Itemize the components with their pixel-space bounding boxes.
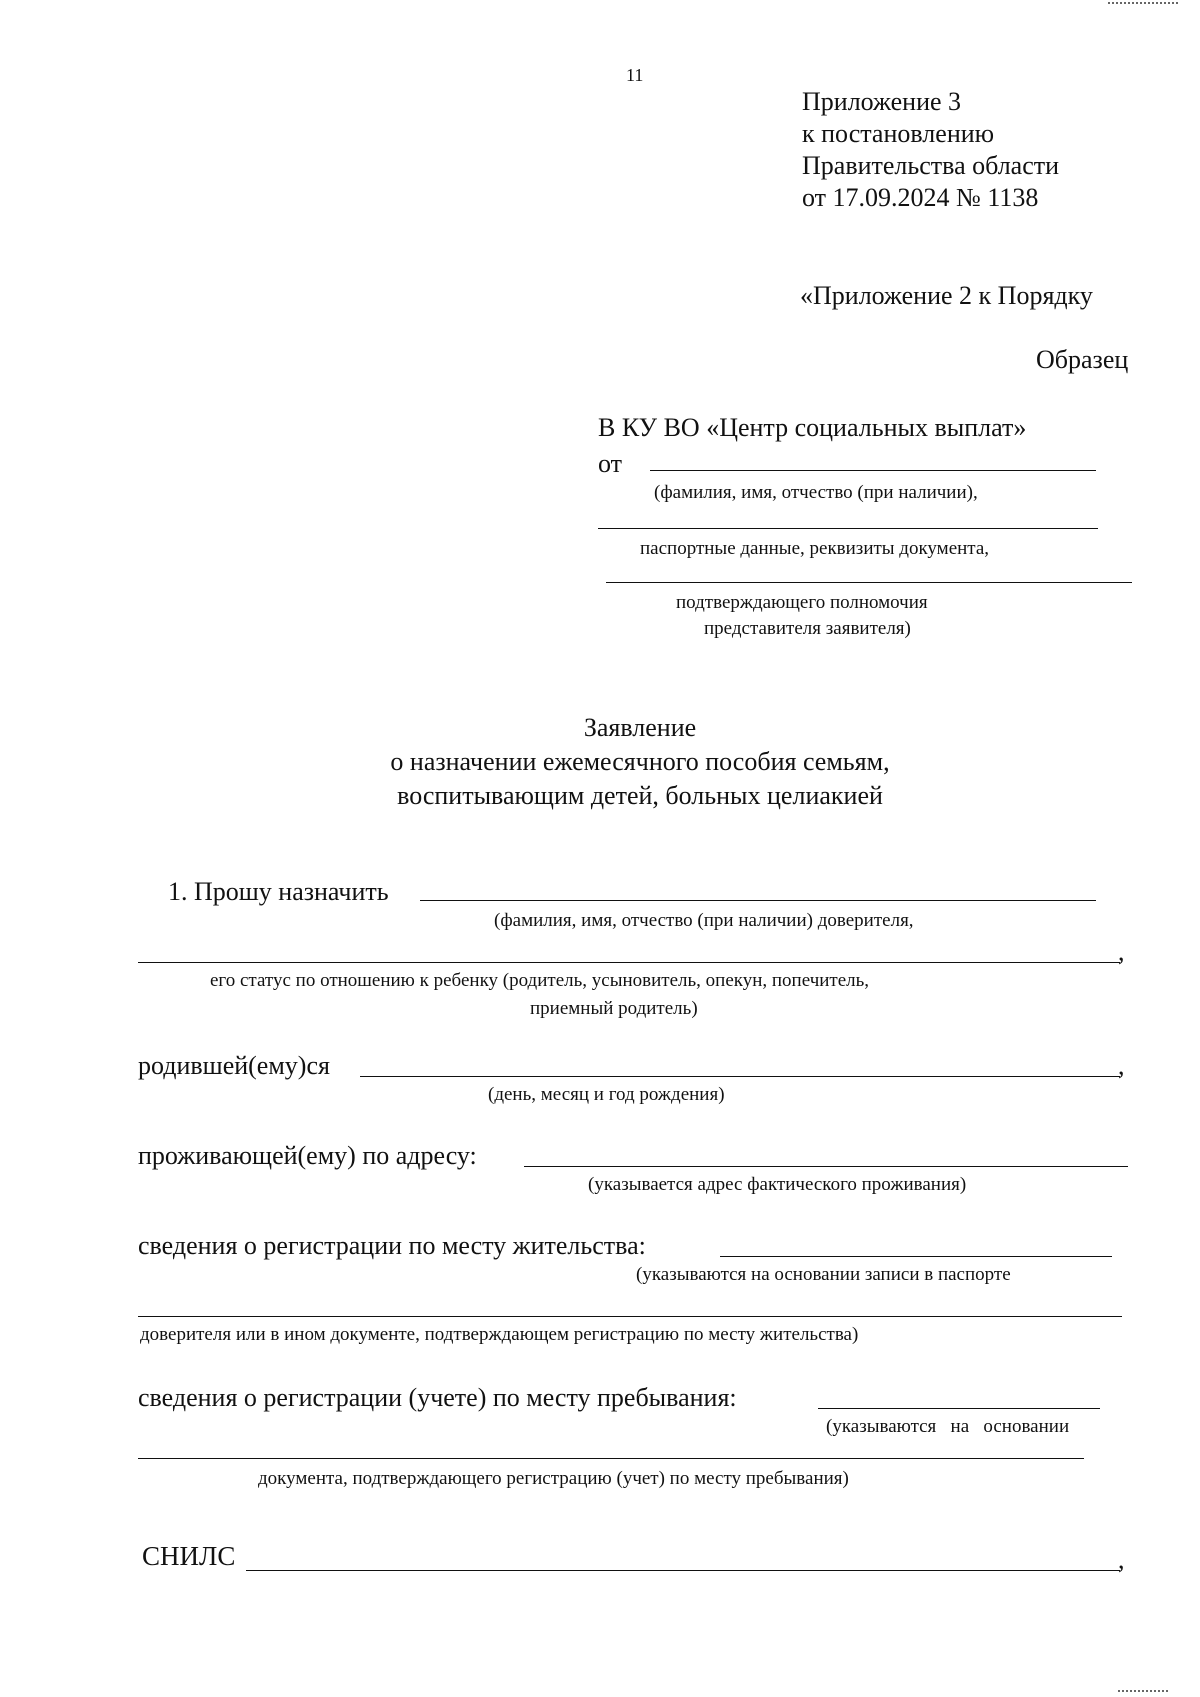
snils-label: СНИЛС (142, 1541, 236, 1571)
residence-field[interactable] (720, 1256, 1112, 1257)
scan-artifact-bottom (1118, 1690, 1168, 1692)
hint-authority-2: представителя заявителя) (704, 618, 911, 639)
address-label: проживающей(ему) по адресу: (138, 1141, 477, 1170)
principal-name-field[interactable] (420, 900, 1096, 901)
page-number: 11 (626, 65, 644, 85)
address-field[interactable] (524, 1166, 1128, 1167)
appendix-line-4: от 17.09.2024 № 1138 (802, 183, 1039, 212)
stay-field[interactable] (818, 1408, 1100, 1409)
hint-status-1: его статус по отношению к ребенку (родитель, усыновитель, опекун, попечитель, (210, 970, 870, 991)
hint-birth-date: (день, месяц и год рождения) (488, 1084, 725, 1105)
hint-applicant-name: (фамилия, имя, отчество (при наличии), (654, 482, 978, 503)
hint-status-2: приемный родитель) (530, 998, 698, 1019)
request-label: 1. Прошу назначить (168, 877, 389, 906)
born-label: родившей(ему)ся (138, 1051, 330, 1080)
hint-stay-1: (указываются на основании (826, 1416, 1070, 1437)
status-comma: , (1118, 937, 1125, 966)
birth-date-field[interactable] (360, 1076, 1120, 1077)
hint-address: (указывается адрес фактического проживания) (588, 1174, 967, 1195)
residence-label: сведения о регистрации по месту жительства: (138, 1231, 646, 1260)
applicant-passport-field[interactable] (598, 528, 1098, 529)
title-line-1: Заявление (583, 713, 697, 742)
appendix-order: «Приложение 2 к Порядку (800, 281, 1093, 310)
authority-document-field[interactable] (606, 582, 1132, 583)
appendix-line-1: Приложение 3 (802, 87, 962, 116)
appendix-line-3: Правительства области (802, 151, 1060, 180)
hint-passport: паспортные данные, реквизиты документа, (640, 538, 990, 559)
addressee-to: В КУ ВО «Центр социальных выплат» (598, 413, 1027, 442)
applicant-name-field[interactable] (650, 470, 1096, 471)
snils-field[interactable] (246, 1570, 1120, 1571)
born-comma: , (1118, 1051, 1125, 1080)
hint-principal-name: (фамилия, имя, отчество (при наличии) доверителя, (494, 910, 914, 931)
residence-field-continued[interactable] (138, 1316, 1122, 1317)
sample-label: Образец (1036, 345, 1129, 374)
title-line-2: о назначении ежемесячного пособия семьям, (390, 747, 890, 776)
hint-residence-1: (указываются на основании записи в паспорте (636, 1264, 1011, 1285)
principal-status-field[interactable] (138, 962, 1120, 963)
appendix-line-2: к постановлению (802, 119, 995, 148)
stay-field-continued[interactable] (138, 1458, 1084, 1459)
scan-artifact-top (1108, 2, 1178, 4)
hint-residence-2: доверителя или в ином документе, подтверждающем регистрацию по месту жительства) (140, 1324, 859, 1345)
addressee-from-label: от (598, 449, 623, 478)
stay-label: сведения о регистрации (учете) по месту пребывания: (138, 1383, 737, 1412)
title-line-3: воспитывающим детей, больных целиакией (397, 781, 883, 810)
hint-stay-2: документа, подтверждающего регистрацию (учет) по месту пребывания) (258, 1468, 849, 1489)
snils-comma: , (1118, 1545, 1125, 1574)
hint-authority-1: подтверждающего полномочия (676, 592, 928, 613)
